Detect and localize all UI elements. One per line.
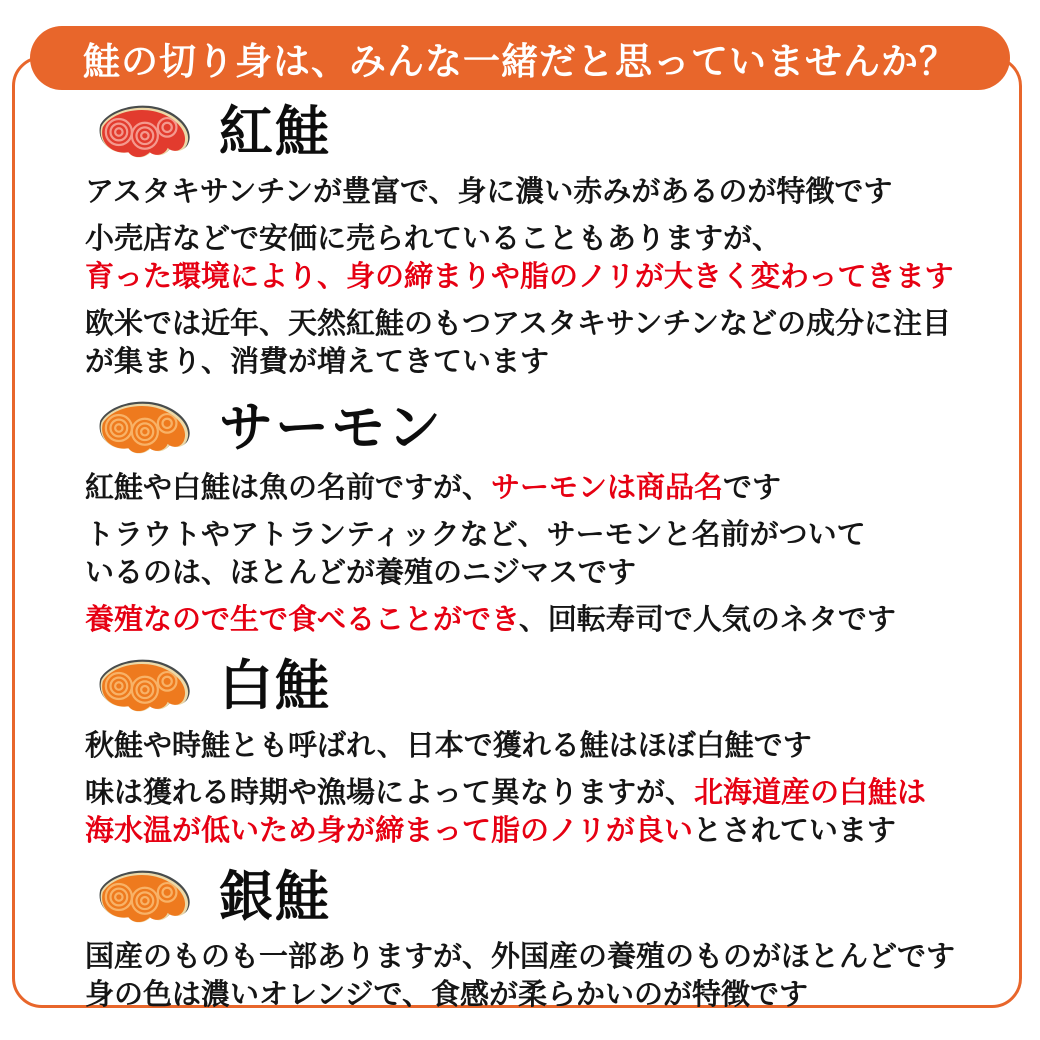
body-text: 、回転寿司で人気のネタです [518,604,896,636]
highlighted-text: 育った環境により、身の締まりや脂のノリが大きく変わってきます [85,261,954,293]
section-shirozake [85,654,1010,850]
highlighted-text: サーモンは商品名 [491,472,724,504]
salmon-fillet-red-icon [91,102,195,162]
body-text: 秋鮭や時鮭とも呼ばれ、日本で獲れる鮭はほぼ白鮭です [85,730,812,762]
paragraph [85,305,1010,381]
body-text: 欧米では近年、天然紅鮭のもつアスタキサンチンなどの成分に注目 [85,308,951,340]
section-benizake [85,100,1010,381]
section-title: 紅鮭 [219,102,331,162]
body-text: 国産のものも一部ありますが、外国産の養殖のものがほとんどです [85,941,956,973]
section-salmon [85,396,1010,639]
section-title: サーモン [219,398,443,458]
paragraph [85,469,1010,507]
body-text: です [723,472,782,504]
body-text: 味は獲れる時期や漁場によって異なりますが、 [85,777,695,809]
body-text: アスタキサンチンが豊富で、身に濃い赤みがあるのが特徴です [85,176,893,208]
highlighted-text: 海水温が低いため身が締まって脂のノリが良い [85,815,693,847]
salmon-fillet-orange-icon [91,398,195,458]
body-text: とされています [692,815,896,847]
section-title: 白鮭 [219,656,331,716]
section-header [91,396,1004,460]
paragraph [85,727,1010,765]
section-header [91,100,1004,164]
header-banner [30,26,1010,90]
body-text: 紅鮭や白鮭は魚の名前ですが、 [85,472,492,504]
section-title: 銀鮭 [219,867,331,927]
section-header [91,865,1004,929]
paragraph [85,516,1010,592]
paragraph [85,173,1010,211]
paragraph [85,774,1010,850]
paragraph [85,220,1010,296]
section-ginzake [85,865,1010,1014]
section-header [91,654,1004,718]
body-text: 身の色は濃いオレンジで、食感が柔らかいのが特徴です [85,979,808,1011]
highlighted-text: 養殖なので生で食べることができ [85,604,519,636]
body-text: トラウトやアトランティックなど、サーモンと名前がついて [85,519,866,551]
body-text: 小売店などで安価に売られていることもありますが、 [85,223,782,255]
body-text: いるのは、ほとんどが養殖のニジマスです [85,557,637,589]
sections-container [85,100,1010,1023]
header-title: 鮭の切り身は、みんな一緒だと思っていませんか？ [83,41,957,82]
salmon-fillet-orange-icon [91,656,195,716]
paragraph [85,601,1010,639]
paragraph [85,938,1010,1014]
highlighted-text: 北海道産の白鮭は [694,777,927,809]
salmon-fillet-orange-icon [91,867,195,927]
body-text: が集まり、消費が増えてきています [85,346,550,378]
